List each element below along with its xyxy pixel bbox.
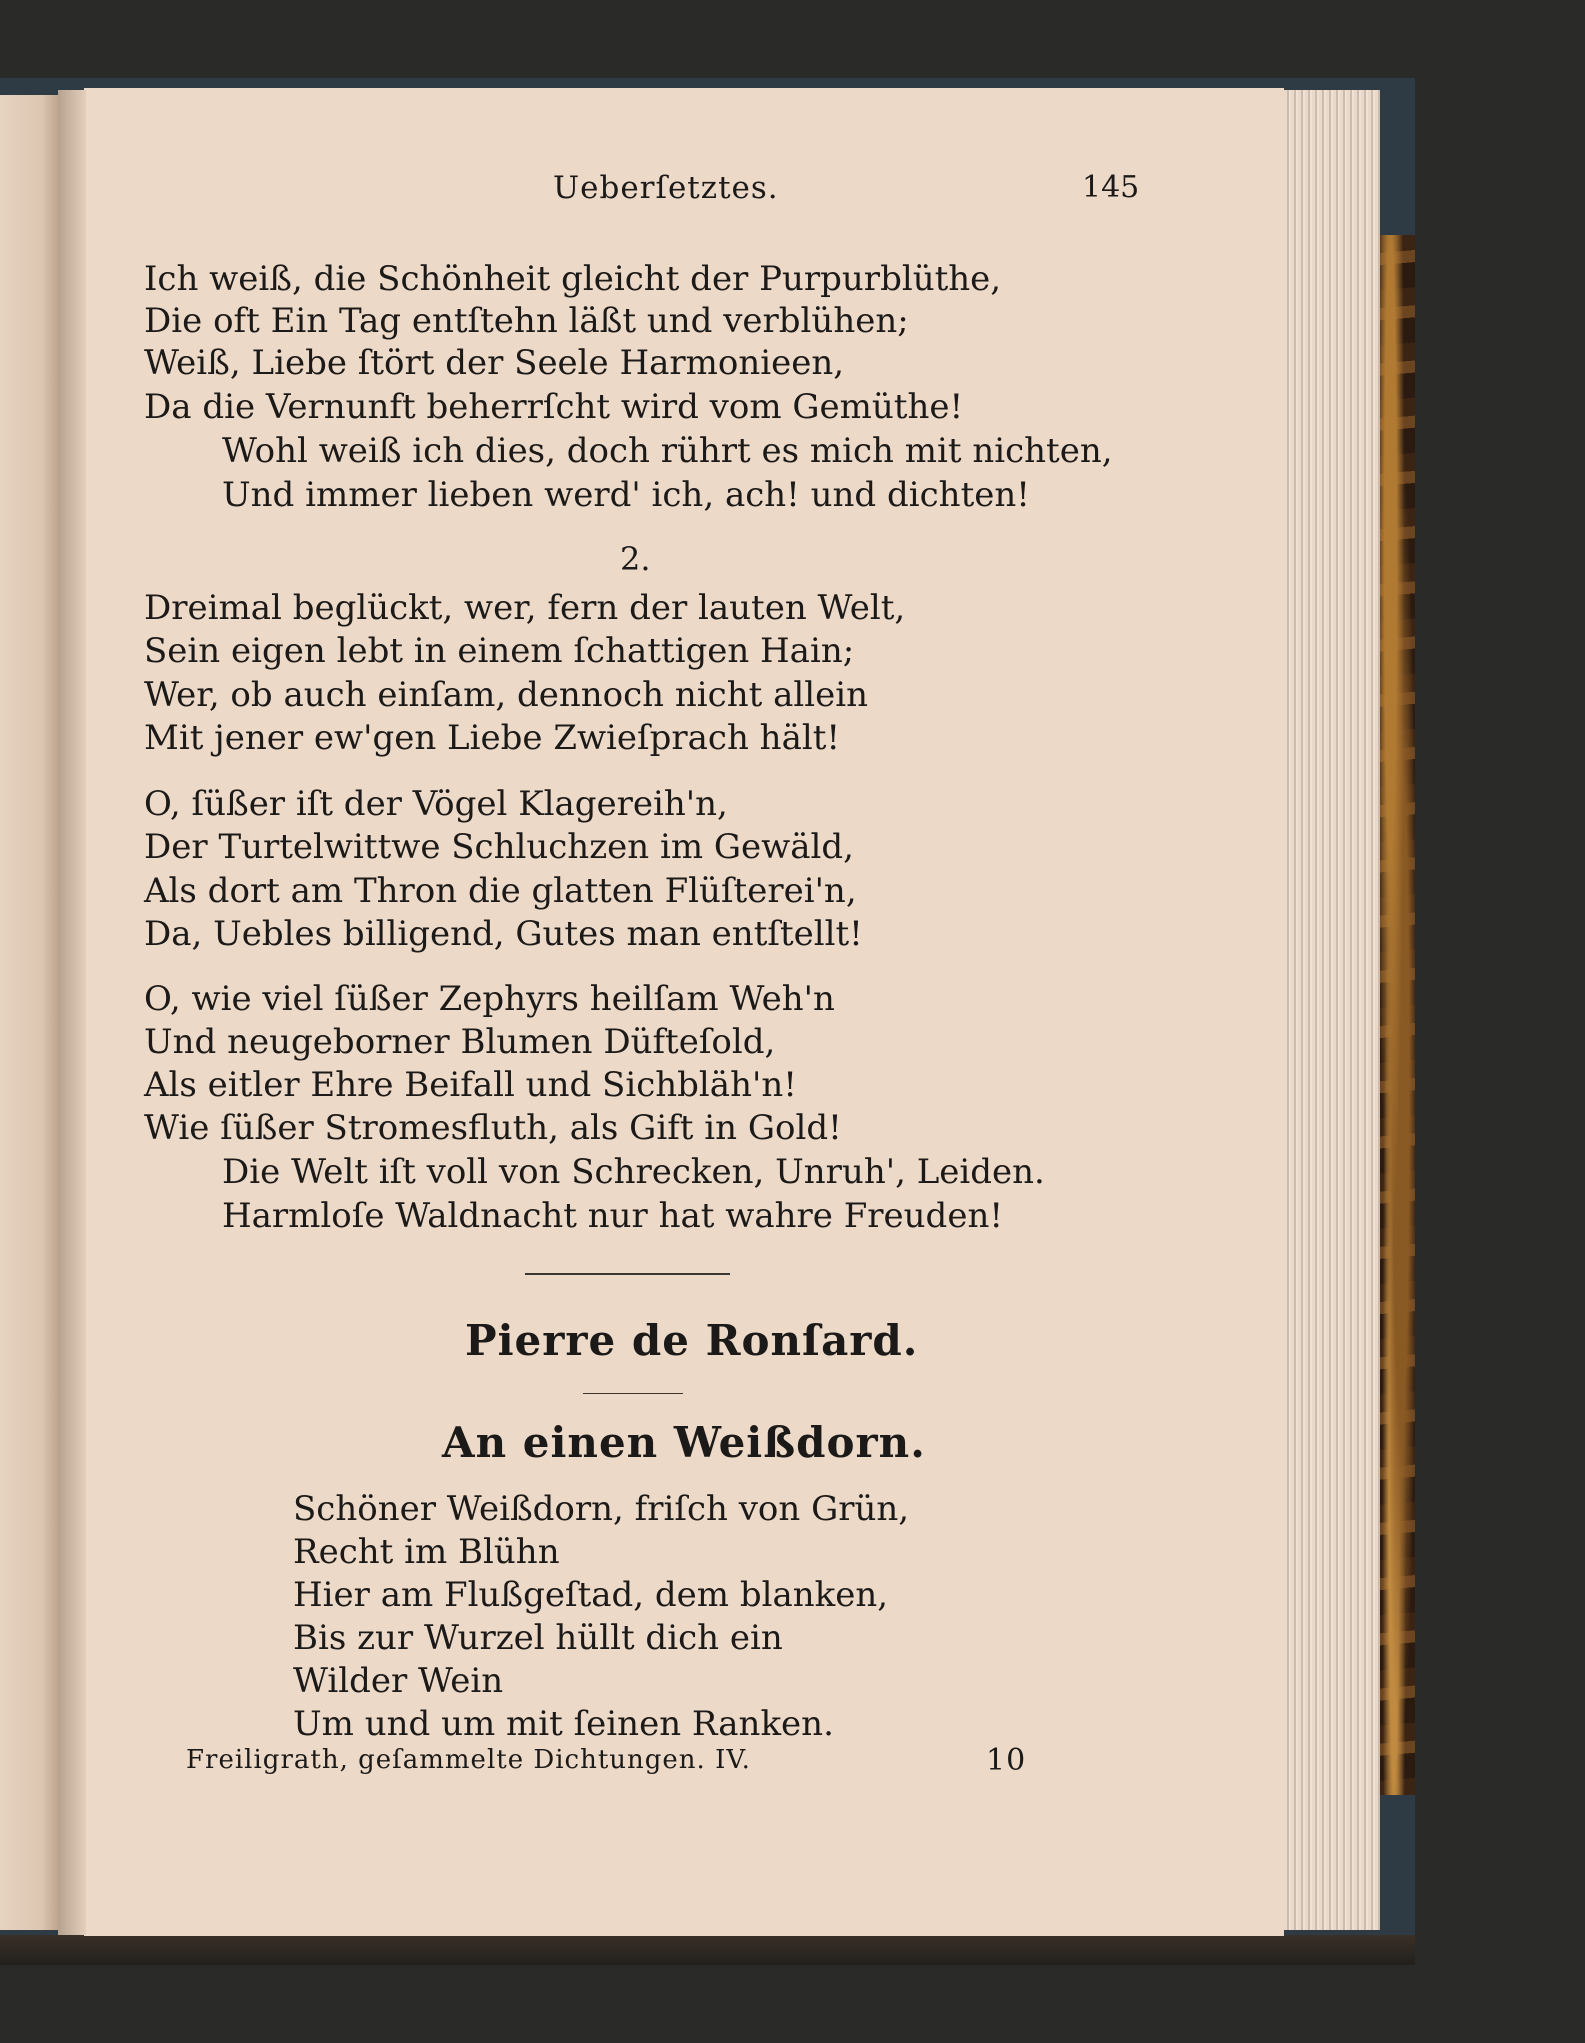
verse-line: Der Turtelwittwe Schluchzen im Gewäld,	[144, 827, 854, 867]
verse-line: O, ſüßer iſt der Vögel Klagereih'n,	[144, 784, 728, 824]
verse-line: Harmloſe Waldnacht nur hat wahre Freuden!	[222, 1196, 1004, 1236]
verse-line: Als eitler Ehre Beifall und Sichbläh'n!	[144, 1065, 797, 1105]
verse-line: Ich weiß, die Schönheit gleicht der Purpurblüthe,	[144, 259, 1002, 299]
footer-signature: Freiligrath, geſammelte Dichtungen. IV.	[186, 1745, 751, 1775]
page-edges	[1270, 90, 1380, 1930]
author-heading: Pierre de Ronſard.	[465, 1316, 919, 1365]
verse-line: Dreimal beglückt, wer, fern der lauten Welt,	[144, 588, 906, 628]
running-head: Ueberſetztes.	[553, 170, 779, 206]
verse-line: Wohl weiß ich dies, doch rührt es mich mit nichten,	[222, 431, 1113, 471]
page-number: 145	[1082, 170, 1140, 205]
page-gutter	[58, 90, 86, 1935]
verse-line: Schöner Weißdorn, friſch von Grün,	[293, 1489, 910, 1529]
footer-sheet-number: 10	[986, 1743, 1027, 1778]
cover-edge	[0, 1935, 1415, 1965]
section-divider	[525, 1273, 730, 1275]
verse-line: Wie ſüßer Stromesfluth, als Gift in Gold!	[144, 1108, 842, 1148]
verse-line: Sein eigen lebt in einem ſchattigen Hain;	[144, 631, 855, 671]
verse-line: Die oft Ein Tag entſtehn läßt und verblühen;	[144, 301, 909, 341]
verse-line: Weiß, Liebe ſtört der Seele Harmonieen,	[144, 343, 845, 383]
verse-line: Um und um mit ſeinen Ranken.	[293, 1704, 834, 1744]
verse-line: Und neugeborner Blumen Düfteſold,	[144, 1022, 776, 1062]
title-divider	[583, 1393, 683, 1394]
verse-line: Wer, ob auch einſam, dennoch nicht allein	[144, 675, 868, 715]
verse-line: Da, Uebles billigend, Gutes man entſtellt!	[144, 914, 863, 954]
verse-line: Hier am Flußgeſtad, dem blanken,	[293, 1575, 889, 1615]
verse-line: Wilder Wein	[293, 1661, 504, 1701]
verse-line: O, wie viel ſüßer Zephyrs heilſam Weh'n	[144, 979, 835, 1019]
verse-line: Und immer lieben werd' ich, ach! und dichten!	[222, 475, 1030, 515]
verse-line: Da die Vernunft beherrſcht wird vom Gemüthe!	[144, 387, 964, 427]
left-page	[0, 95, 60, 1930]
verse-line: Die Welt iſt voll von Schrecken, Unruh', Leiden.	[222, 1152, 1045, 1192]
verse-line: Recht im Blühn	[293, 1532, 560, 1572]
verse-line: Bis zur Wurzel hüllt dich ein	[293, 1618, 783, 1658]
section-number: 2.	[620, 540, 651, 578]
poem-title: An einen Weißdorn.	[442, 1418, 926, 1467]
verse-line: Als dort am Thron die glatten Flüſterei'n,	[144, 871, 857, 911]
verse-line: Mit jener ew'gen Liebe Zwieſprach hält!	[144, 718, 841, 758]
marbled-edge	[1380, 235, 1415, 1795]
